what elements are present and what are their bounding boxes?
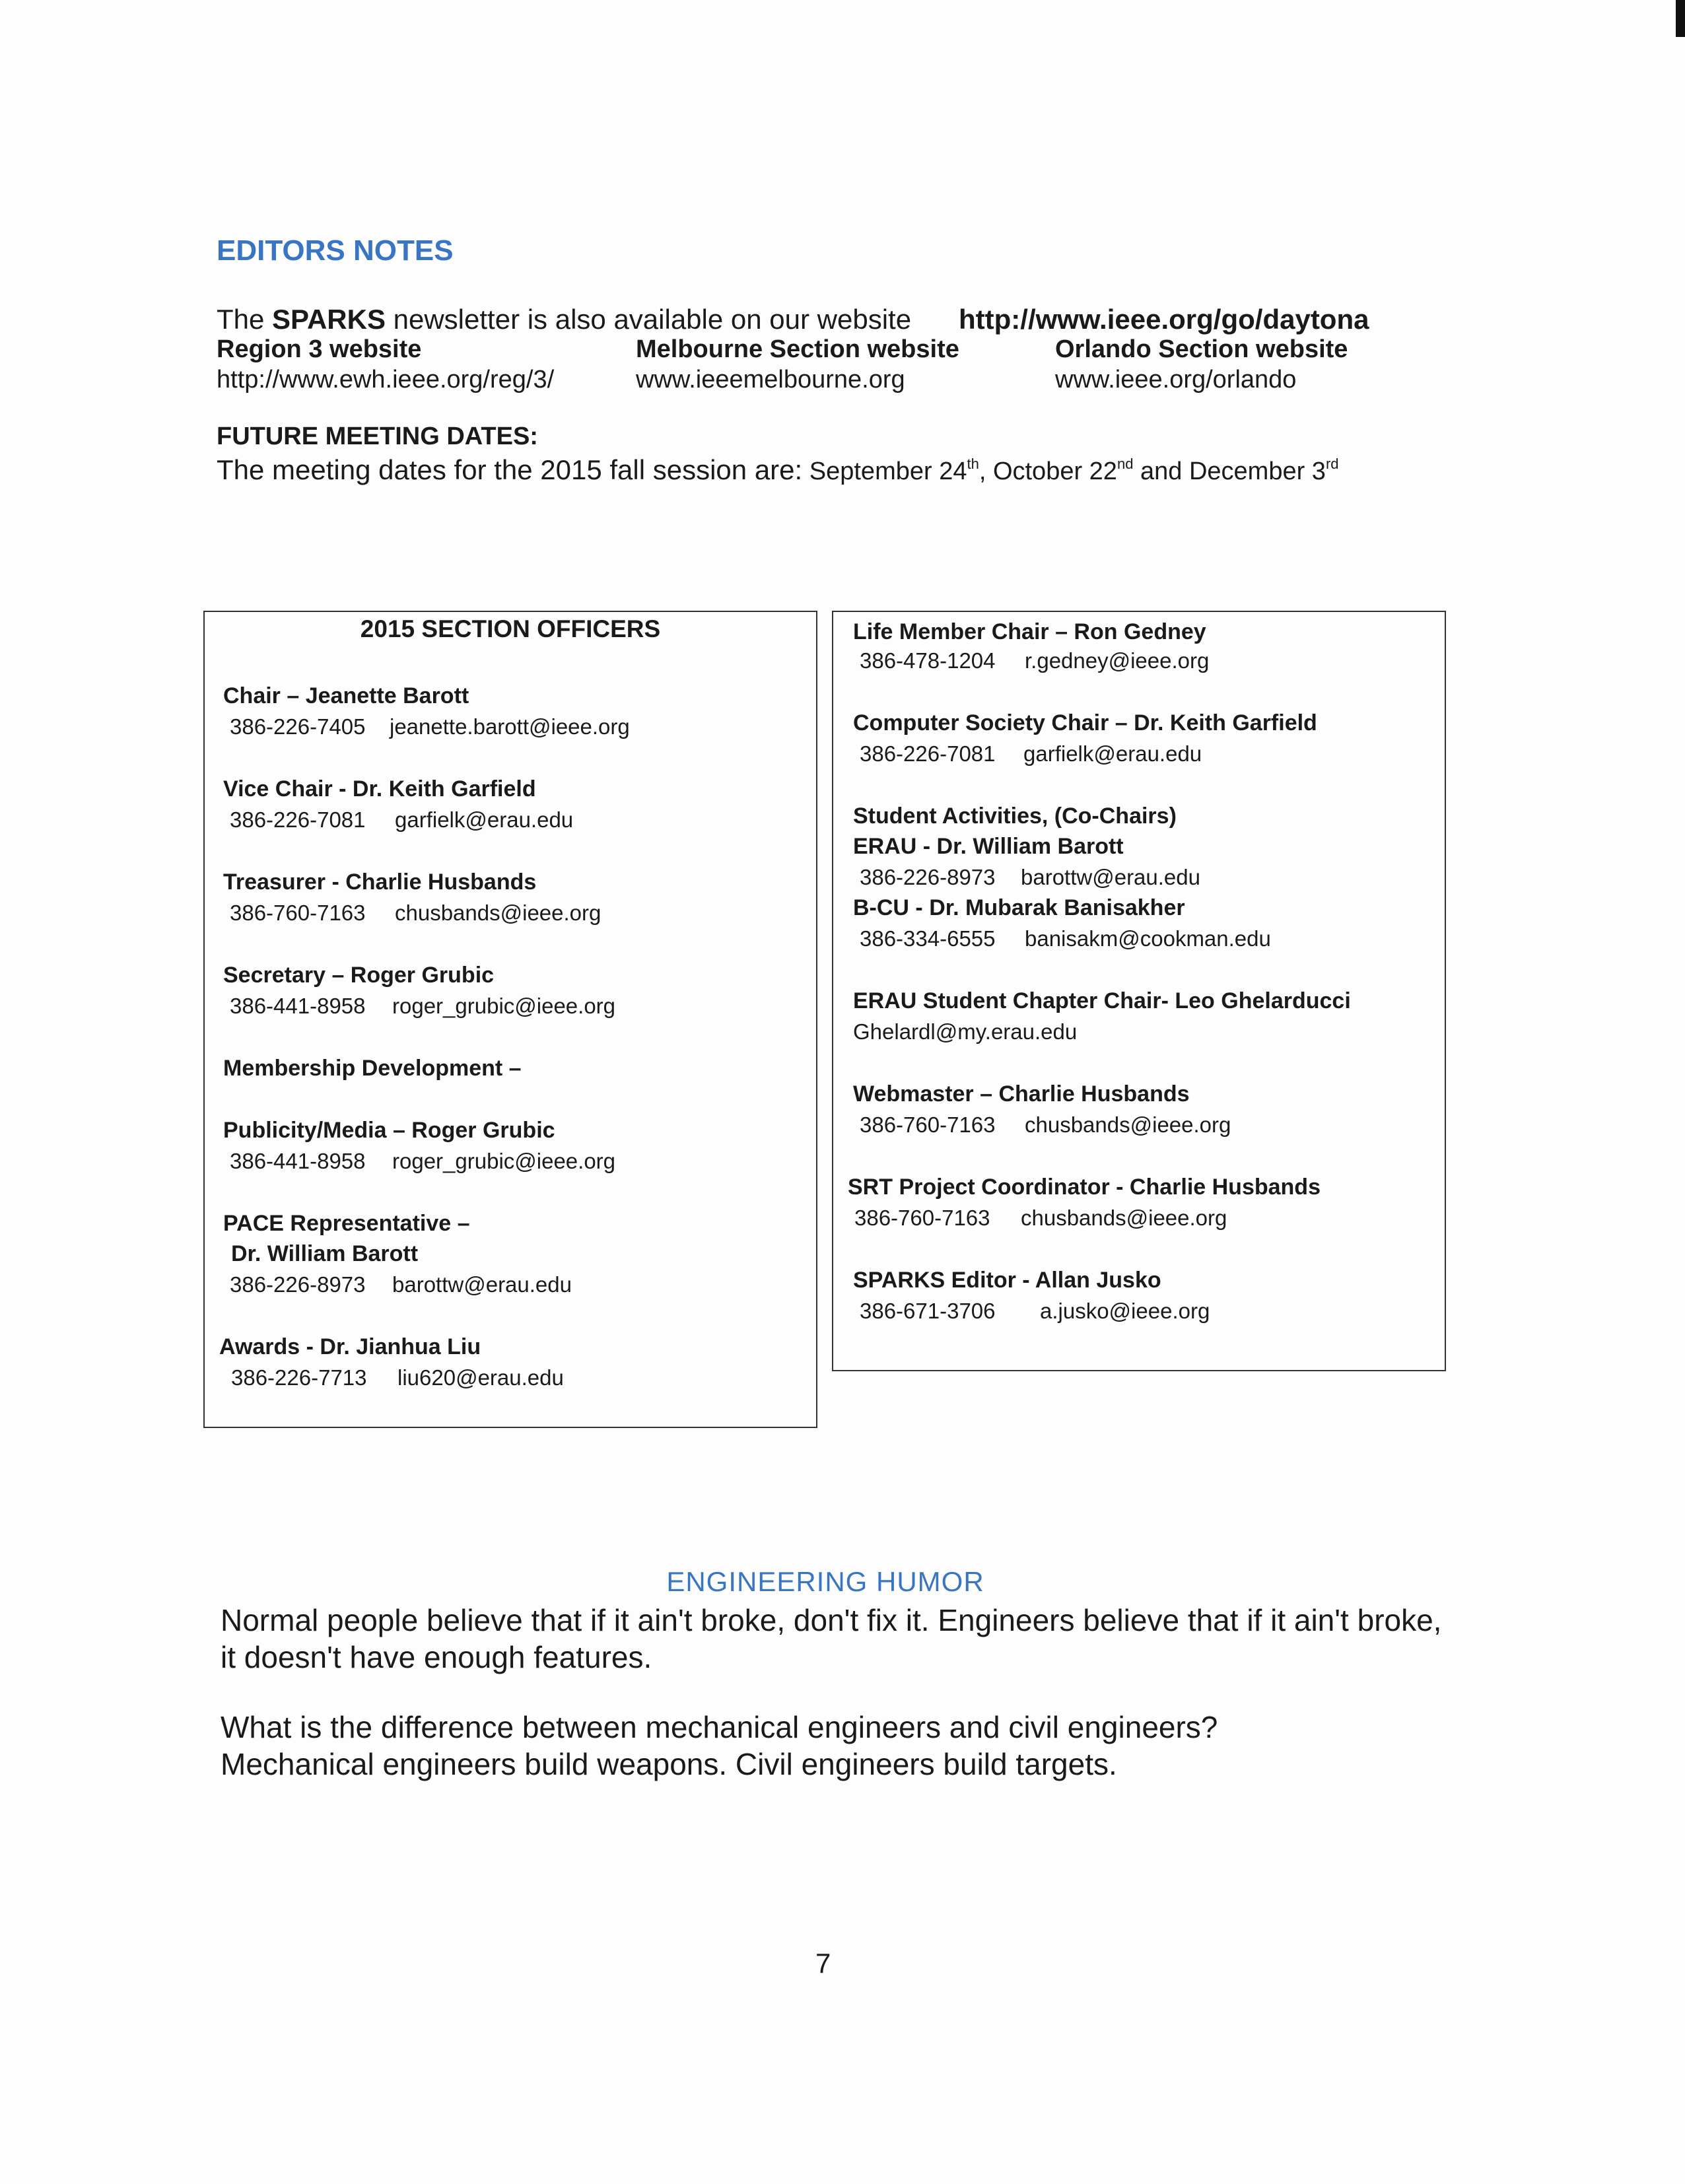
officer-chair-email: jeanette.barott@ieee.org: [390, 714, 630, 739]
officer-pace-head: PACE Representative –: [223, 1211, 470, 1236]
officer-webmaster-email: chusbands@ieee.org: [1025, 1112, 1231, 1137]
officer-treasurer-head: Treasurer - Charlie Husbands: [223, 870, 537, 895]
officer-pace-email: barottw@erau.edu: [392, 1272, 572, 1297]
officer-pace-name: Dr. William Barott: [231, 1241, 419, 1266]
future-meeting-line: [217, 454, 1339, 486]
availability-pre: The: [217, 304, 273, 335]
officer-publicity-email: roger_grubic@ieee.org: [392, 1149, 616, 1173]
officer-life-member-email: r.gedney@ieee.org: [1025, 648, 1210, 673]
officer-membership-head: Membership Development –: [223, 1056, 522, 1081]
availability-post: newsletter is also available on our website: [385, 304, 912, 335]
officer-chair-head: Chair – Jeanette Barott: [223, 683, 469, 708]
officer-srt-email: chusbands@ieee.org: [1021, 1206, 1227, 1230]
officer-awards-phone: 386-226-7713: [231, 1365, 367, 1390]
officer-vice-chair-phone: 386-226-7081: [230, 807, 366, 832]
officer-erau-phone: 386-226-8973: [860, 865, 996, 889]
officer-erau-head: ERAU - Dr. William Barott: [853, 834, 1124, 859]
officer-webmaster-head: Webmaster – Charlie Husbands: [853, 1081, 1190, 1107]
officer-bcu-email: banisakm@cookman.edu: [1025, 926, 1271, 951]
date-2: , October 22: [979, 458, 1117, 485]
officer-vice-chair-head: Vice Chair - Dr. Keith Garfield: [223, 776, 536, 802]
officer-srt-head: SRT Project Coordinator - Charlie Husbands: [848, 1175, 1321, 1200]
officer-erau-chapter-email: Ghelardl@my.erau.edu: [853, 1019, 1078, 1044]
officer-erau-email: barottw@erau.edu: [1021, 865, 1200, 889]
officer-srt-phone: 386-760-7163: [854, 1206, 990, 1230]
officer-vice-chair-email: garfielk@erau.edu: [395, 807, 574, 832]
officer-sparks-editor-email: a.jusko@ieee.org: [1040, 1299, 1210, 1323]
officer-student-activities-head: Student Activities, (Co-Chairs): [853, 803, 1177, 829]
officer-awards-head: Awards - Dr. Jianhua Liu: [219, 1334, 481, 1359]
officer-sparks-editor-head: SPARKS Editor - Allan Jusko: [853, 1268, 1161, 1293]
melbourne-label: Melbourne Section website: [636, 335, 959, 363]
officer-sparks-editor-phone: 386-671-3706: [860, 1299, 996, 1323]
officers-title: 2015 SECTION OFFICERS: [360, 615, 661, 642]
officer-computer-society-phone: 386-226-7081: [860, 741, 996, 766]
officer-secretary-email: roger_grubic@ieee.org: [392, 994, 616, 1018]
engineering-humor-title: ENGINEERING HUMOR: [666, 1566, 984, 1597]
officer-bcu-phone: 386-334-6555: [860, 926, 996, 951]
officer-publicity-head: Publicity/Media – Roger Grubic: [223, 1118, 555, 1143]
future-meeting-title: FUTURE MEETING DATES:: [217, 423, 538, 450]
humor-joke-1: Normal people believe that if it ain't broke, don't fix it. Engineers believe that if it ain't broke, it doesn't have enough features.: [221, 1603, 1442, 1674]
orlando-url: www.ieee.org/orlando: [1055, 366, 1297, 393]
region3-label: Region 3 website: [217, 335, 422, 363]
date-2-suffix: nd: [1117, 456, 1134, 472]
officer-treasurer-phone: 386-760-7163: [230, 901, 366, 925]
officer-bcu-head: B-CU - Dr. Mubarak Banisakher: [853, 895, 1185, 920]
scan-edge-mark: [1676, 0, 1685, 37]
officer-secretary-phone: 386-441-8958: [230, 994, 366, 1018]
availability-line: [217, 304, 911, 335]
officer-treasurer-email: chusbands@ieee.org: [395, 901, 602, 925]
officer-computer-society-head: Computer Society Chair – Dr. Keith Garfield: [853, 710, 1317, 735]
officer-publicity-phone: 386-441-8958: [230, 1149, 366, 1173]
officer-webmaster-phone: 386-760-7163: [860, 1112, 996, 1137]
website-url: http://www.ieee.org/go/daytona: [959, 304, 1369, 335]
officer-secretary-head: Secretary – Roger Grubic: [223, 963, 495, 988]
officer-life-member-head: Life Member Chair – Ron Gedney: [853, 619, 1206, 644]
humor-joke-2-question: What is the difference between mechanical engineers and civil engineers?: [221, 1710, 1218, 1744]
humor-joke-2-answer: Mechanical engineers build weapons. Civil engineers build targets.: [221, 1747, 1117, 1781]
page-number: 7: [815, 1948, 831, 1979]
officer-awards-email: liu620@erau.edu: [397, 1365, 564, 1390]
region3-url: http://www.ewh.ieee.org/reg/3/: [217, 366, 555, 393]
officer-chair-phone: 386-226-7405: [230, 714, 366, 739]
date-1-suffix: th: [967, 456, 979, 472]
officer-erau-chapter-head: ERAU Student Chapter Chair- Leo Ghelarducci: [853, 988, 1351, 1013]
officer-pace-phone: 386-226-8973: [230, 1272, 366, 1297]
sparks-name: SPARKS: [272, 304, 386, 335]
officer-life-member-phone: 386-478-1204: [860, 648, 996, 673]
orlando-label: Orlando Section website: [1055, 335, 1348, 363]
melbourne-url: www.ieeemelbourne.org: [636, 366, 905, 393]
date-1: September 24: [802, 458, 967, 485]
future-lead: The meeting dates for the 2015 fall session are:: [217, 454, 803, 485]
officer-computer-society-email: garfielk@erau.edu: [1023, 741, 1202, 766]
editors-notes-title: EDITORS NOTES: [217, 234, 454, 267]
date-3: and December 3: [1133, 458, 1326, 485]
date-3-suffix: rd: [1325, 456, 1339, 472]
